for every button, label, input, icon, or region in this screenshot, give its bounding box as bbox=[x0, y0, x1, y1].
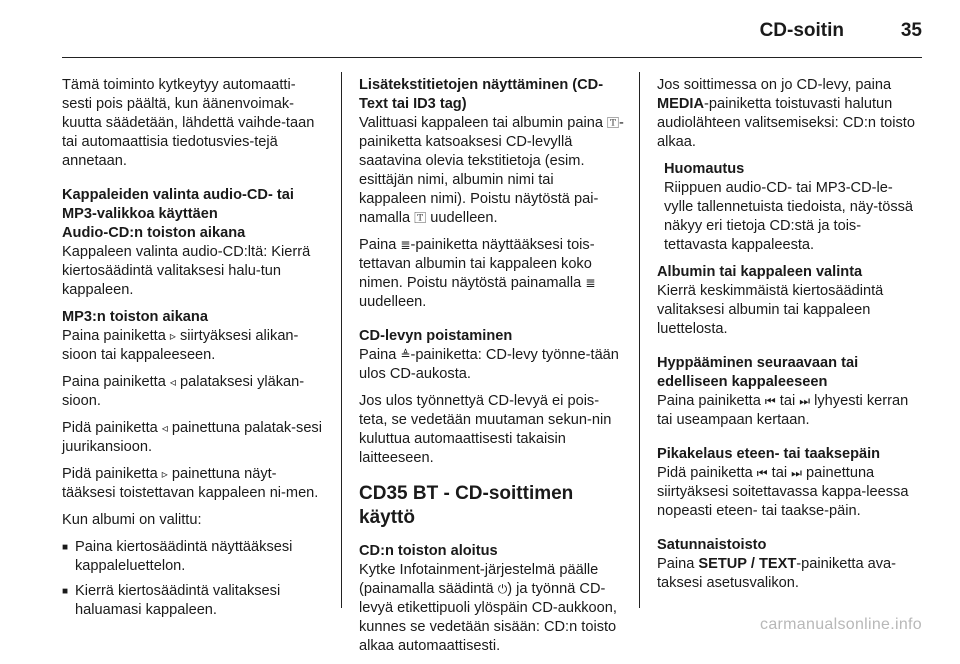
heading-cd35-bt: CD35 BT - CD-soittimen käyttö bbox=[359, 483, 574, 528]
heading-select: Kappaleiden valinta audio-CD- tai MP3-valikkoa käyttäen bbox=[62, 187, 294, 222]
note-box bbox=[657, 160, 921, 255]
heading-random: Satunnaistoisto bbox=[657, 537, 767, 553]
section-title: CD-soitin bbox=[759, 20, 844, 41]
subheading-start: CD:n toiston aloitus bbox=[359, 543, 498, 559]
previous-track-icon: ⏮ bbox=[756, 466, 768, 480]
start-paragraph: Kytke Infotainment-järjestelmä päälle (painamalla säädintä ⏻) ja työnnä CD-levyä etikettipuoli ylöspäin CD-aukkoon, kunnes se vedetään sisään: CD:n toisto alkaa automaattisesti. bbox=[359, 562, 617, 654]
subheading-audio-cd: Audio-CD:n toiston aikana bbox=[62, 225, 246, 241]
list-item: ■ Kierrä kiertosäädintä valitaksesi haluamasi kappaleen. bbox=[62, 582, 324, 620]
album-intro: Kun albumi on valittu: bbox=[62, 512, 202, 528]
mp3-paragraph: Pidä painiketta ◃ painettuna palatak-sesi juurikansioon. bbox=[62, 420, 322, 455]
subheading-mp3: MP3:n toiston aikana bbox=[62, 309, 208, 325]
extra-text-paragraph: Paina ≣-painiketta näyttääksesi tois-tettavan albumin tai kappaleen koko nimen. Poistu näytöstä painamalla ≣ uudelleen. bbox=[359, 237, 596, 310]
power-icon: ⏻ bbox=[497, 582, 508, 596]
previous-track-icon: ⏮ bbox=[764, 394, 776, 408]
eject-paragraph: Jos ulos työnnettyä CD-levyä ei pois-teta, se vedetään muutaman sekun-nin kuluttua automaattisesti takaisin laitteeseen. bbox=[359, 393, 612, 466]
intro-paragraph: Tämä toiminto kytkeytyy automaatti-sesti pois päältä, kun äänenvoimak-kuutta säädetään, lähdettä vaihde-taan tai automaattisia tiedotusvies-tejä annetaan. bbox=[62, 77, 315, 169]
mp3-paragraph: Paina painiketta ◃ palataksesi yläkan-sioon. bbox=[62, 374, 305, 409]
left-arrow-icon: ◃ bbox=[169, 375, 176, 389]
text-button-icon: 🅃 bbox=[414, 211, 427, 225]
heading-skip: Hyppääminen seuraavaan tai edelliseen kappaleeseen bbox=[657, 355, 859, 390]
media-paragraph: Jos soittimessa on jo CD-levy, paina MEDIA-painiketta toistuvasti halutun audiolähteen valitsemiseksi: CD:n toisto alkaa. bbox=[657, 77, 915, 150]
right-arrow-icon: ▹ bbox=[161, 467, 168, 481]
header-rule bbox=[62, 57, 922, 58]
fast-forward-paragraph: Pidä painiketta ⏮ tai ⏭ painettuna siirtyäksesi soitettavassa kappa-leessa nopeasti eteen- tai taakse-päin. bbox=[657, 465, 909, 519]
bullet-list bbox=[62, 538, 324, 620]
page-header bbox=[0, 0, 960, 58]
list-button-icon: ≣ bbox=[400, 238, 411, 252]
note-text: Riippuen audio-CD- tai MP3-CD-le-vylle tallennetuista tiedoista, näy-tössä näkyy eri tietoja CD:stä ja tois-tettavasta kappaleesta. bbox=[664, 180, 914, 253]
column-3 bbox=[657, 76, 921, 601]
column-divider bbox=[639, 72, 640, 608]
album-paragraph: Kierrä keskimmäistä kiertosäädintä valitaksesi albumin tai kappaleen luettelosta. bbox=[657, 283, 884, 337]
heading-eject: CD-levyn poistaminen bbox=[359, 328, 513, 344]
column-1 bbox=[62, 76, 324, 626]
mp3-paragraph: Paina painiketta ▹ siirtyäksesi alikan-sioon tai kappaleeseen. bbox=[62, 328, 299, 363]
next-track-icon: ⏭ bbox=[791, 466, 802, 480]
column-divider bbox=[341, 72, 342, 608]
eject-icon: ≜ bbox=[400, 348, 411, 362]
setup-text-button-label: SETUP / TEXT bbox=[698, 556, 797, 572]
heading-extra-text: Lisätekstitietojen näyttäminen (CD-Text tai ID3 tag) bbox=[359, 77, 604, 112]
note-title: Huomautus bbox=[664, 161, 745, 177]
heading-fast-forward: Pikakelaus eteen- tai taaksepäin bbox=[657, 446, 881, 462]
extra-text-paragraph: Valittuasi kappaleen tai albumin paina 🅃-painiketta katsoaksesi CD-levyllä saatavina olevia tekstitietoja (esim. esittäjän nimi, albumin nimi tai kappaleen nimi). Poistu näytöstä pai-namalla 🅃 uudelleen. bbox=[359, 115, 624, 226]
eject-paragraph: Paina ≜-painiketta: CD-levy työnne-tään ulos CD-aukosta. bbox=[359, 347, 619, 382]
skip-paragraph: Paina painiketta ⏮ tai ⏭ lyhyesti kerran tai useampaan kertaan. bbox=[657, 393, 909, 428]
random-paragraph: Paina SETUP / TEXT-painiketta ava-taksesi asetusvalikon. bbox=[657, 556, 897, 591]
list-button-icon: ≣ bbox=[585, 276, 596, 290]
mp3-paragraph: Pidä painiketta ▹ painettuna näyt-tääksesi toistettavan kappaleen ni-men. bbox=[62, 466, 319, 501]
audio-cd-text: Kappaleen valinta audio-CD:ltä: Kierrä kiertosäädintä valitaksesi halu-tun kappaleen. bbox=[62, 244, 311, 298]
watermark: carmanualsonline.info bbox=[760, 616, 922, 633]
text-button-icon: 🅃 bbox=[607, 116, 620, 130]
heading-album: Albumin tai kappaleen valinta bbox=[657, 264, 863, 280]
list-item: ■ Paina kiertosäädintä näyttääksesi kappaleluettelon. bbox=[62, 538, 324, 576]
media-button-label: MEDIA bbox=[657, 96, 705, 112]
next-track-icon: ⏭ bbox=[799, 394, 811, 408]
column-2 bbox=[359, 76, 625, 664]
left-arrow-icon: ◃ bbox=[161, 421, 168, 435]
page-number: 35 bbox=[900, 20, 922, 41]
right-arrow-icon: ▹ bbox=[169, 329, 176, 343]
